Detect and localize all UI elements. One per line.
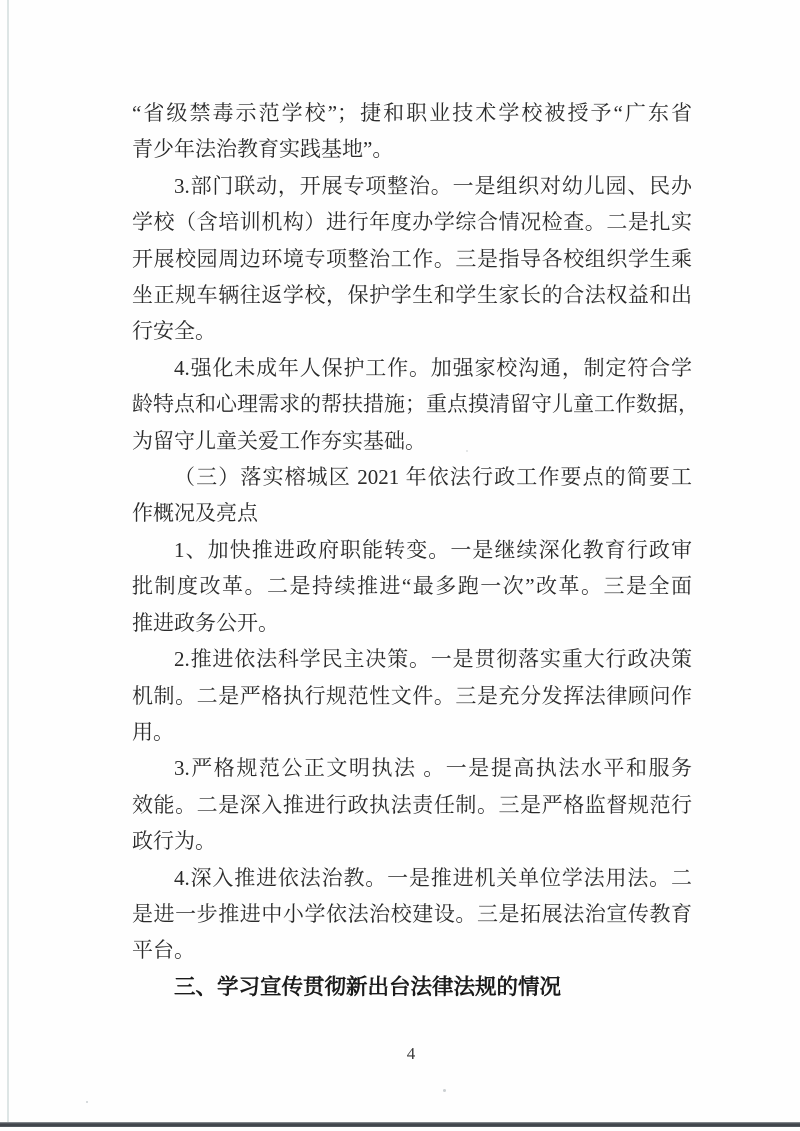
scan-speck — [86, 1101, 88, 1103]
text-line: 学校（含培训机构）进行年度办学综合情况检查。二是扎实 — [132, 210, 692, 235]
scan-speck — [466, 450, 468, 452]
text-line: 2.推进依法科学民主决策。一是贯彻落实重大行政决策 — [174, 647, 692, 672]
text-line: 政行为。 — [132, 829, 216, 854]
text-line: 1、加快推进政府职能转变。一是继续深化教育行政审 — [174, 537, 692, 562]
document-body — [132, 95, 699, 1005]
text-line: 3.部门联动，开展专项整治。一是组织对幼儿园、民办 — [174, 173, 692, 198]
text-line: 4.强化未成年人保护工作。加强家校沟通，制定符合学 — [174, 355, 692, 380]
text-line: 龄特点和心理需求的帮扶措施；重点摸清留守儿童工作数据， — [132, 392, 699, 417]
text-line: 行安全。 — [132, 319, 216, 344]
scan-bottom-edge-artifact — [0, 1122, 800, 1127]
text-line: 为留守儿童关爱工作夯实基础。 — [132, 428, 426, 453]
text-line: 坐正规车辆往返学校，保护学生和学生家长的合法权益和出 — [132, 283, 692, 308]
text-line: 平台。 — [132, 938, 195, 963]
scan-speck — [443, 1089, 446, 1092]
text-line: 批制度改革。二是持续推进“最多跑一次”改革。三是全面 — [132, 574, 692, 599]
text-line: 推进政务公开。 — [132, 610, 279, 635]
text-line: 效能。二是深入推进行政执法责任制。三是严格监督规范行 — [132, 792, 692, 817]
text-line: 用。 — [132, 719, 174, 744]
text-line: 开展校园周边环境专项整治工作。三是指导各校组织学生乘 — [132, 246, 692, 271]
text-line: （三）落实榕城区 2021 年依法行政工作要点的简要工 — [174, 465, 692, 490]
section-heading-line: 三、学习宣传贯彻新出台法律法规的情况 — [174, 974, 562, 999]
page-number: 4 — [406, 1044, 416, 1063]
scan-left-edge-artifact — [7, 0, 9, 1123]
text-line: 是进一步推进中小学依法治校建设。三是拓展法治宣传教育 — [132, 901, 692, 926]
text-line: 4.深入推进依法治教。一是推进机关单位学法用法。二 — [174, 865, 692, 890]
text-line: 机制。二是严格执行规范性文件。三是充分发挥法律顾问作 — [132, 683, 692, 708]
text-line: 作概况及亮点 — [132, 501, 258, 526]
text-line: “省级禁毒示范学校”；捷和职业技术学校被授予“广东省 — [132, 101, 692, 125]
text-line: 青少年法治教育实践基地”。 — [132, 137, 394, 162]
text-line: 3.严格规范公正文明执法 。一是提高执法水平和服务 — [174, 756, 692, 781]
